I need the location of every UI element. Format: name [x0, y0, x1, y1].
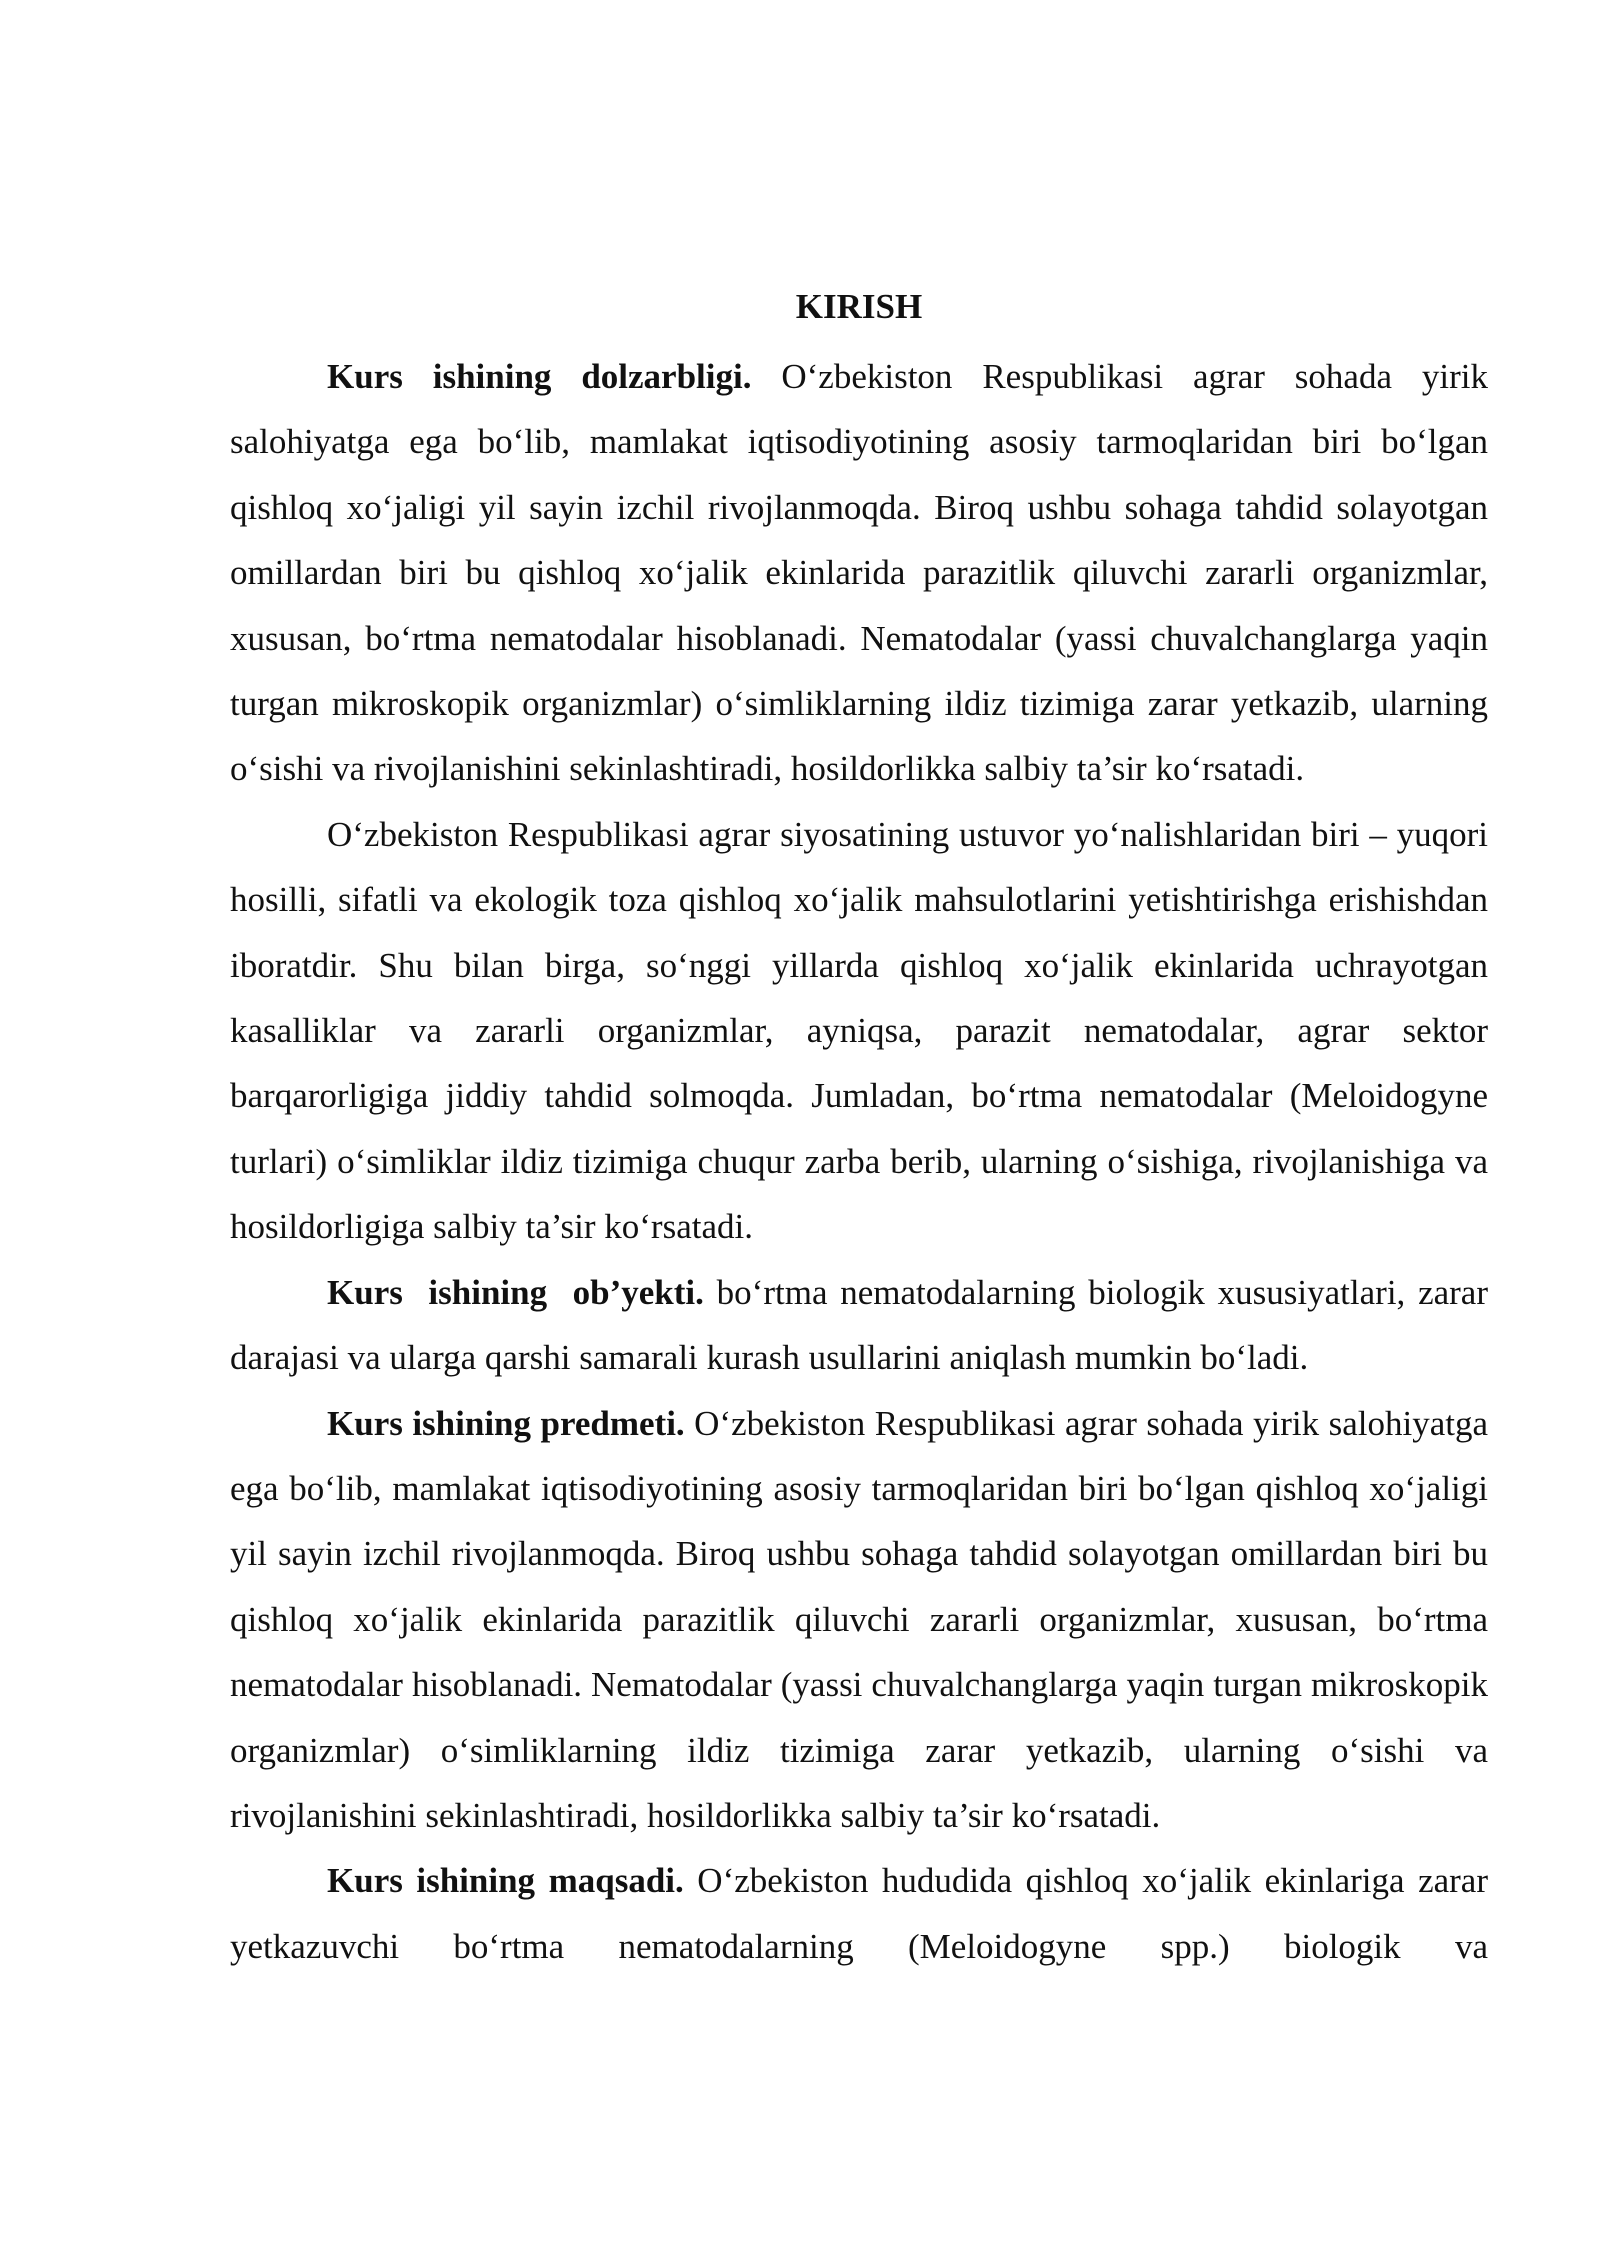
paragraph-lead: Kurs ishining dolzarbligi.	[327, 357, 752, 396]
paragraph-agrar-siyosat	[230, 802, 1488, 1260]
paragraph-predmeti	[230, 1391, 1488, 1849]
paragraph-maqsadi	[230, 1848, 1488, 1979]
paragraph-body: bo‘rtma nematodalarning biologik xususiyatlari, zarar darajasi va ularga qarshi samarali kurash usullarini aniqlash mumkin bo‘ladi.	[230, 1272, 1488, 1378]
paragraph-lead: Kurs ishining ob’yekti.	[327, 1272, 704, 1312]
paragraph-lead: Kurs ishining predmeti.	[327, 1403, 685, 1443]
paragraph-body: O‘zbekiston hududida qishloq xo‘jalik ekinlariga zarar yetkazuvchi bo‘rtma nematodalarning (Meloidogyne spp.) biologik va	[230, 1861, 1488, 1966]
paragraph-body: O‘zbekiston Respublikasi agrar siyosatining ustuvor yo‘nalishlaridan biri – yuqori hosilli, sifatli va ekologik toza qishloq xo‘jalik mahsulotlarini yetishtirishga erishishdan iboratdir. Shu bilan birga, so‘nggi yillarda qishloq xo‘jalik ekinlarida uchrayotgan kasalliklar va zararli organizmlar, ayniqsa, parazit nematodalar, agrar sektor barqarorligiga jiddiy tahdid solmoqda. Jumladan, bo‘rtma nematodalar (Meloidogyne turlari) o‘simliklar ildiz tizimiga chuqur zarba berib, ularning o‘sishiga, rivojlanishiga va hosildorligiga salbiy ta’sir ko‘rsatadi.	[230, 814, 1488, 1247]
paragraph-dolzarbligi	[230, 344, 1488, 802]
document-title: KIRISH	[795, 287, 923, 326]
paragraph-obyekti	[230, 1260, 1488, 1391]
paragraph-body: O‘zbekiston Respublikasi agrar sohada yirik salohiyatga ega bo‘lib, mamlakat iqtisodiyotining asosiy tarmoqlaridan biri bo‘lgan qishloq xo‘jaligi yil sayin izchil rivojlanmoqda. Biroq ushbu sohaga tahdid solayotgan omillardan biri bu qishloq xo‘jalik ekinlarida parazitlik qiluvchi zararli organizmlar, xususan, bo‘rtma nematodalar hisoblanadi. Nematodalar (yassi chuvalchanglarga yaqin turgan mikroskopik organizmlar) o‘simliklarning ildiz tizimiga zarar yetkazib, ularning o‘sishi va rivojlanishini sekinlashtiradi, hosildorlikka salbiy ta’sir ko‘rsatadi.	[230, 357, 1488, 789]
paragraph-lead: Kurs ishining maqsadi.	[327, 1861, 684, 1901]
paragraph-body: O‘zbekiston Respublikasi agrar sohada yirik salohiyatga ega bo‘lib, mamlakat iqtisodiyotining asosiy tarmoqlaridan biri bo‘lgan qishloq xo‘jaligi yil sayin izchil rivojlanmoqda. Biroq ushbu sohaga tahdid solayotgan omillardan biri bu qishloq xo‘jalik ekinlarida parazitlik qiluvchi zararli organizmlar, xususan, bo‘rtma nematodalar hisoblanadi. Nematodalar (yassi chuvalchanglarga yaqin turgan mikroskopik organizmlar) o‘simliklarning ildiz tizimiga zarar yetkazib, ularning o‘sishi va rivojlanishini sekinlashtiradi, hosildorlikka salbiy ta’sir ko‘rsatadi.	[230, 1403, 1488, 1835]
document-page	[230, 280, 1488, 1979]
